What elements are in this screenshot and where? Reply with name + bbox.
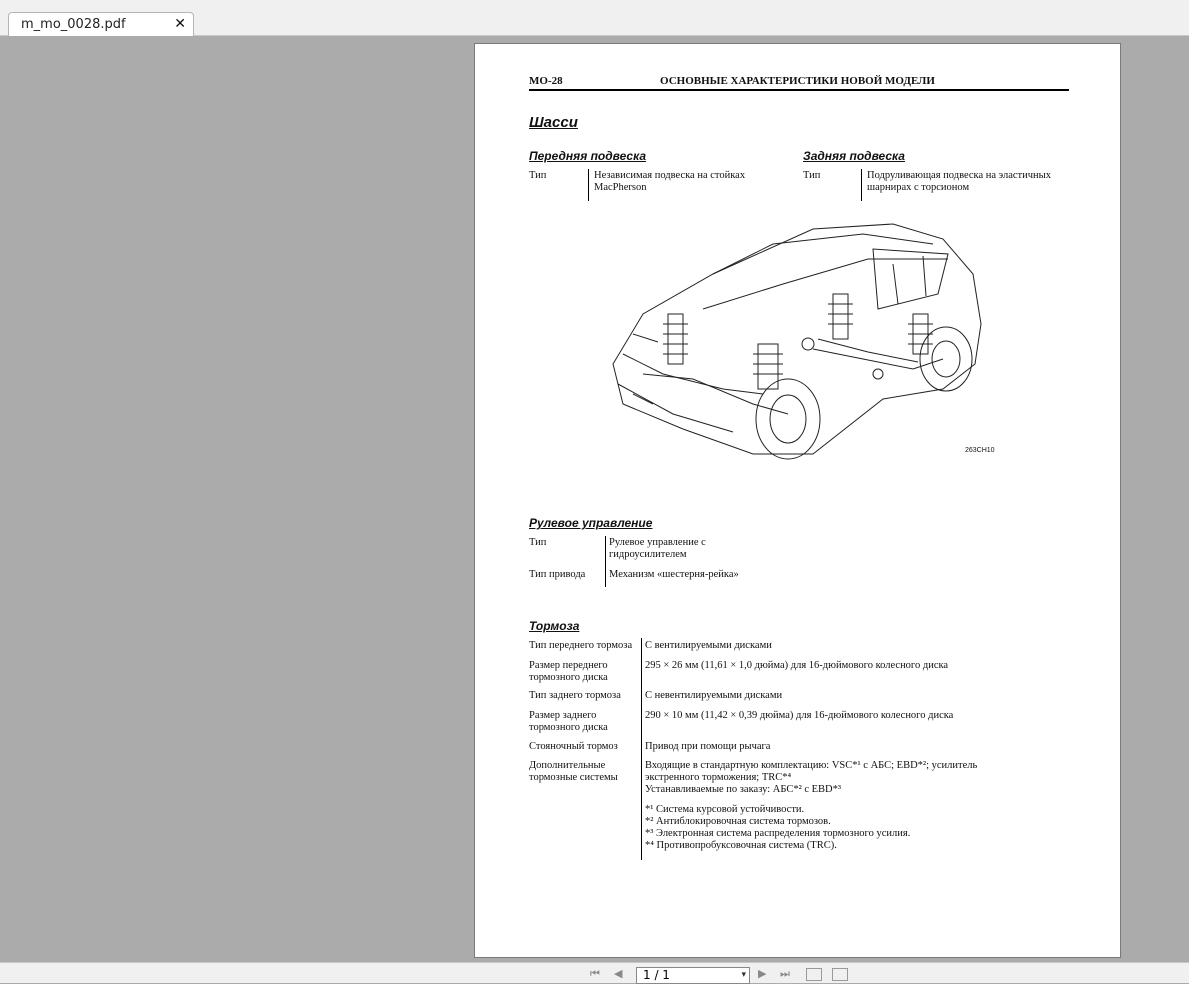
single-page-icon[interactable] — [806, 968, 822, 981]
chevron-down-icon[interactable]: ▾ — [741, 970, 746, 980]
page-header — [529, 75, 1069, 91]
footnotes: *¹ Система курсовой устойчивости. *² Антиблокировочная система тормозов. *³ Электронная система распределения тормозного усилия. *⁴ Противопробуксовочная система (TRC). — [645, 804, 911, 851]
steering-drive-label: Тип привода — [529, 569, 586, 580]
front-suspension-heading: Передняя подвеска — [529, 149, 647, 163]
divider — [605, 536, 606, 587]
last-page-button[interactable]: ⏭ — [780, 967, 790, 980]
steering-drive-value: Механизм «шестерня-рейка» — [609, 569, 739, 580]
steering-heading: Рулевое управление — [529, 516, 653, 530]
brake-row-value: Входящие в стандартную комплектацию: VSC*¹ с АБС; EBD*²; усилитель экстренного торможения; TRC*⁴ Устанавливаемые по заказу: АБС*² с EBD*³ — [645, 760, 978, 795]
brake-row-label: Дополнительные тормозные системы — [529, 760, 618, 783]
divider — [861, 169, 862, 201]
front-suspension-value: Независимая подвеска на стойках MacPherson — [594, 170, 746, 193]
two-page-icon[interactable] — [832, 968, 848, 981]
brake-row-value: 295 × 26 мм (11,61 × 1,0 дюйма) для 16-дюймового колесного диска — [645, 660, 949, 671]
brake-row-value: С вентилируемыми дисками — [645, 640, 772, 651]
brake-row-value: 290 × 10 мм (11,42 × 0,39 дюйма) для 16-дюймового колесного диска — [645, 710, 954, 721]
brake-row-label: Размер переднего тормозного диска — [529, 660, 608, 683]
brake-row-label: Размер заднего тормозного диска — [529, 710, 608, 733]
page-number-input[interactable]: 1 / 1 ▾ — [636, 967, 750, 984]
next-page-button[interactable]: ▶ — [758, 967, 767, 980]
brake-row-value: Привод при помощи рычага — [645, 741, 771, 752]
document-viewer[interactable] — [0, 36, 1189, 962]
steering-type-value: Рулевое управление с гидроусилителем — [609, 537, 706, 560]
close-icon[interactable]: ✕ — [174, 16, 186, 32]
rear-suspension-heading: Задняя подвеска — [803, 149, 905, 163]
chassis-illustration — [603, 214, 993, 464]
document-tab[interactable] — [8, 12, 194, 36]
rear-suspension-value: Подруливающая подвеска на эластичных шарнирах с торсионом — [867, 170, 1051, 193]
brake-row-label: Тип переднего тормоза — [529, 640, 633, 651]
section-title: Шасси — [529, 114, 578, 131]
page-number: MO-28 — [529, 75, 563, 87]
front-suspension-label: Тип — [529, 170, 547, 181]
divider — [641, 638, 642, 860]
pdf-page — [474, 43, 1121, 958]
brake-row-value: С невентилируемыми дисками — [645, 690, 783, 701]
prev-page-button[interactable]: ◀ — [614, 967, 623, 980]
first-page-button[interactable]: ⏮ — [590, 967, 600, 980]
brake-row-label: Стояночный тормоз — [529, 741, 618, 752]
brakes-heading: Тормоза — [529, 619, 580, 633]
header-title: ОСНОВНЫЕ ХАРАКТЕРИСТИКИ НОВОЙ МОДЕЛИ — [660, 75, 935, 87]
rear-suspension-label: Тип — [803, 170, 821, 181]
tab-title: m_mo_0028.pdf — [21, 17, 126, 32]
brake-row-label: Тип заднего тормоза — [529, 690, 621, 701]
tab-bar — [0, 0, 1189, 36]
divider — [588, 169, 589, 201]
figure-code: 263CH10 — [965, 447, 995, 454]
steering-type-label: Тип — [529, 537, 547, 548]
pager-bar — [0, 962, 1189, 983]
